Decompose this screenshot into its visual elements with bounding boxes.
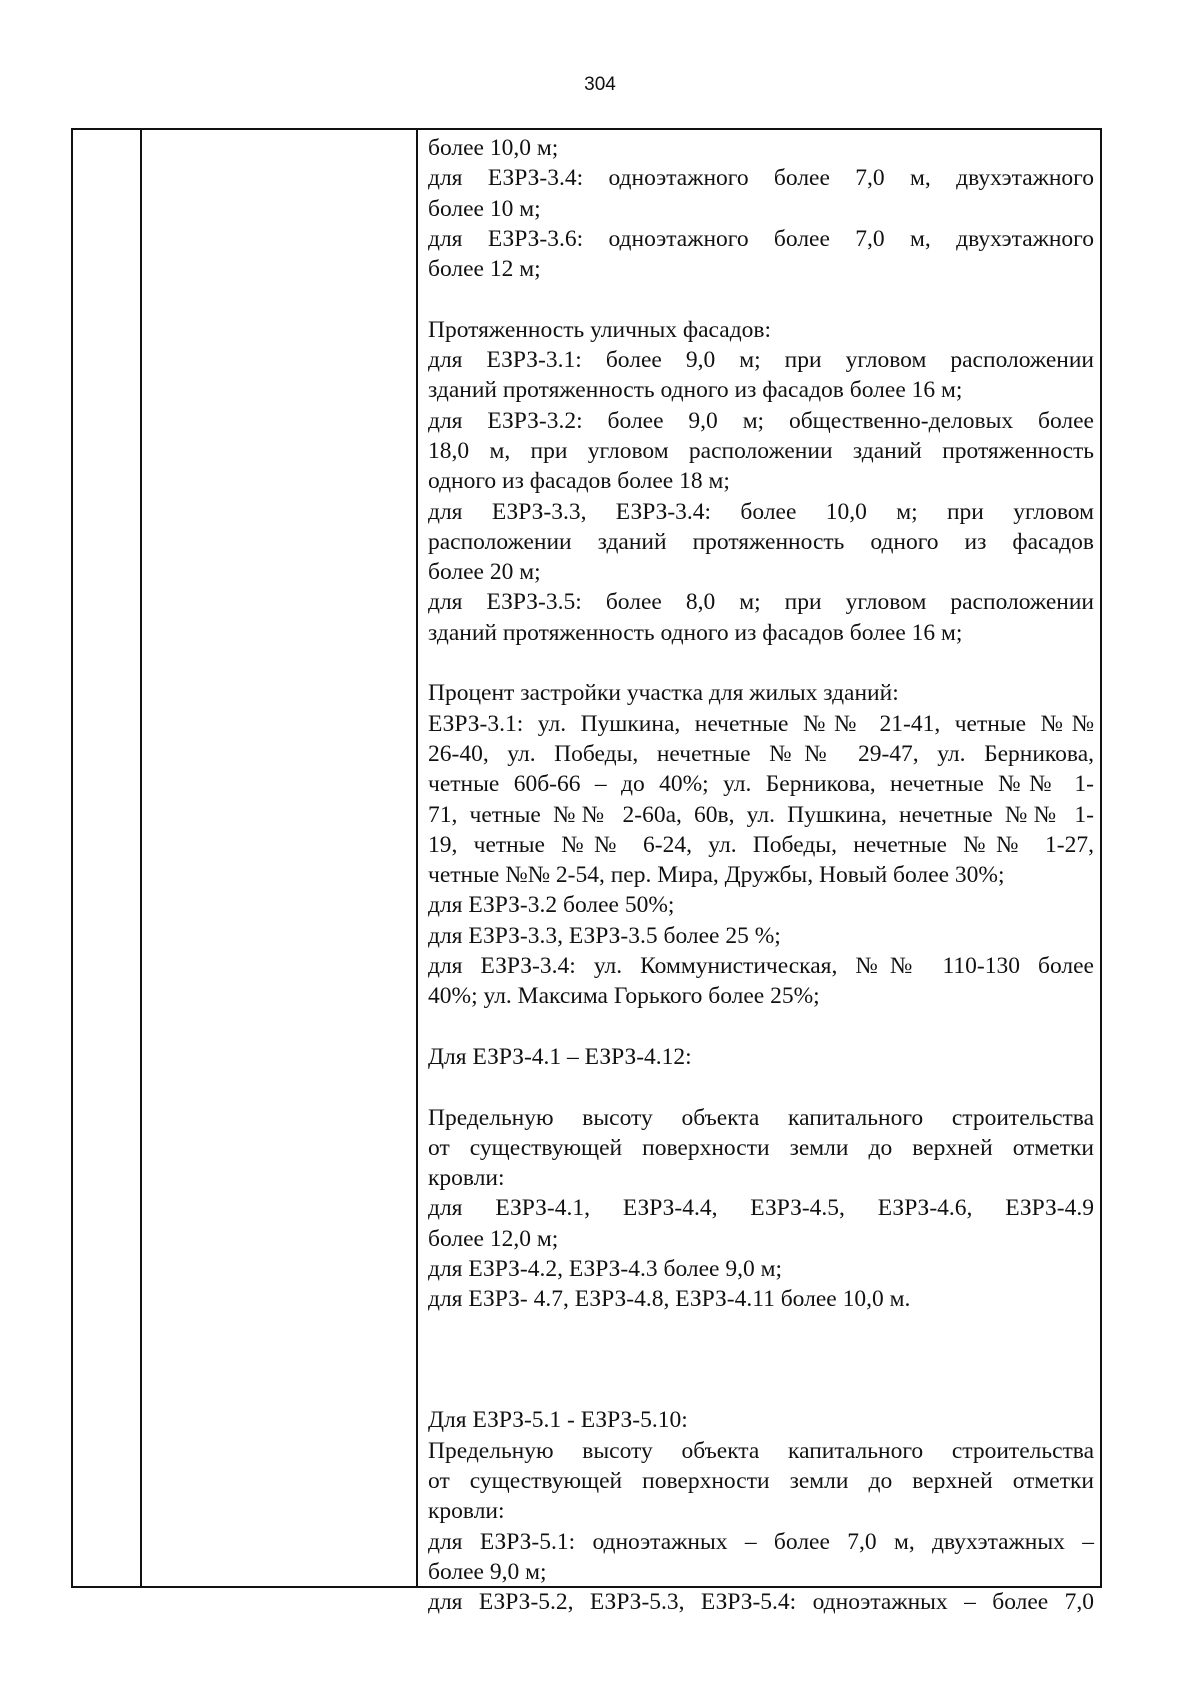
text-line: для ЕЗРЗ-5.1: одноэтажных – более 7,0 м, двухэтажных – xyxy=(428,1528,1094,1555)
regulation-table xyxy=(71,128,1102,1616)
text-line: Для ЕЗРЗ-5.1 - ЕЗРЗ-5.10: xyxy=(428,1407,688,1434)
text-line: Процент застройки участка для жилых зданий: xyxy=(428,680,899,707)
page-number: 304 xyxy=(584,74,616,95)
text-line: для ЕЗРЗ-3.3, ЕЗРЗ-3.4: более 10,0 м; при угловом xyxy=(428,498,1094,525)
text-line: ЕЗРЗ-3.1: ул. Пушкина, нечетные №№ 21-41, четные №№ xyxy=(428,710,1094,737)
text-line: Предельную высоту объекта капитального строительства xyxy=(428,1437,1094,1464)
text-line: более 12,0 м; xyxy=(428,1225,559,1252)
text-line: более 9,0 м; xyxy=(428,1558,547,1585)
text-line: Предельную высоту объекта капитального строительства xyxy=(428,1104,1094,1131)
text-line: от существующей поверхности земли до верхней отметки xyxy=(428,1468,1094,1495)
text-line: для ЕЗРЗ-3.6: одноэтажного более 7,0 м, двухэтажного xyxy=(428,225,1094,252)
text-line: зданий протяженность одного из фасадов более 16 м; xyxy=(428,619,963,646)
blank-line xyxy=(428,284,1094,314)
text-line: для ЕЗРЗ-5.2, ЕЗРЗ-5.3, ЕЗРЗ-5.4: одноэтажных – более 7,0 xyxy=(428,1589,1094,1616)
text-line: более 12 м; xyxy=(428,256,541,283)
text-line: 40%; ул. Максима Горького более 25%; xyxy=(428,983,820,1010)
column-divider-2 xyxy=(416,130,418,1586)
blank-line xyxy=(428,1375,1094,1405)
text-line: 18,0 м, при угловом расположении зданий протяженность xyxy=(428,437,1094,464)
blank-line xyxy=(428,648,1094,678)
blank-line xyxy=(428,1315,1094,1345)
blank-line xyxy=(428,1345,1094,1375)
text-line: для ЕЗРЗ-4.1, ЕЗРЗ-4.4, ЕЗРЗ-4.5, ЕЗРЗ-4.6, ЕЗРЗ-4.9 xyxy=(428,1195,1094,1222)
text-line: 71, четные №№ 2-60а, 60в, ул. Пушкина, нечетные №№ 1- xyxy=(428,801,1094,828)
text-line: более 10 м; xyxy=(428,195,541,222)
text-line: для ЕЗРЗ-3.5: более 8,0 м; при угловом расположении xyxy=(428,589,1094,616)
text-line: зданий протяженность одного из фасадов более 16 м; xyxy=(428,377,963,404)
text-line: для ЕЗРЗ-3.1: более 9,0 м; при угловом расположении xyxy=(428,347,1094,374)
column-divider-1 xyxy=(140,130,142,1586)
text-line: четные 60б-66 – до 40%; ул. Берникова, нечетные №№ 1- xyxy=(428,771,1094,798)
text-line: для ЕЗРЗ- 4.7, ЕЗРЗ-4.8, ЕЗРЗ-4.11 более 10,0 м. xyxy=(428,1286,911,1313)
text-line: одного из фасадов более 18 м; xyxy=(428,468,730,495)
text-line: для ЕЗРЗ-3.3, ЕЗРЗ-3.5 более 25 %; xyxy=(428,922,781,949)
text-line: четные №№ 2-54, пер. Мира, Дружбы, Новый более 30%; xyxy=(428,862,1005,889)
text-line: для ЕЗРЗ-3.2: более 9,0 м; общественно-деловых более xyxy=(428,407,1094,434)
text-line: кровли: xyxy=(428,1165,505,1192)
text-line: 26-40, ул. Победы, нечетные №№ 29-47, ул. Берникова, xyxy=(428,740,1094,767)
text-line: более 20 м; xyxy=(428,559,541,586)
text-line: более 10,0 м; xyxy=(428,135,559,161)
text-line: для ЕЗРЗ-3.2 более 50%; xyxy=(428,892,675,919)
text-line: 19, четные №№ 6-24, ул. Победы, нечетные №№ 1-27, xyxy=(428,831,1094,858)
text-line: для ЕЗРЗ-3.4: одноэтажного более 7,0 м, двухэтажного xyxy=(428,165,1094,192)
text-line: кровли: xyxy=(428,1498,505,1525)
text-line: от существующей поверхности земли до верхней отметки xyxy=(428,1134,1094,1161)
text-line: для ЕЗРЗ-4.2, ЕЗРЗ-4.3 более 9,0 м; xyxy=(428,1255,782,1282)
blank-line xyxy=(428,1072,1094,1102)
text-line: Протяженность уличных фасадов: xyxy=(428,316,772,343)
text-line: расположении зданий протяженность одного из фасадов xyxy=(428,528,1094,555)
text-line: Для ЕЗРЗ-4.1 – ЕЗРЗ-4.12: xyxy=(428,1043,692,1070)
blank-line xyxy=(428,1012,1094,1042)
requirements-text-cell xyxy=(428,133,1094,1618)
text-line: для ЕЗРЗ-3.4: ул. Коммунистическая, №№ 110-130 более xyxy=(428,953,1094,980)
